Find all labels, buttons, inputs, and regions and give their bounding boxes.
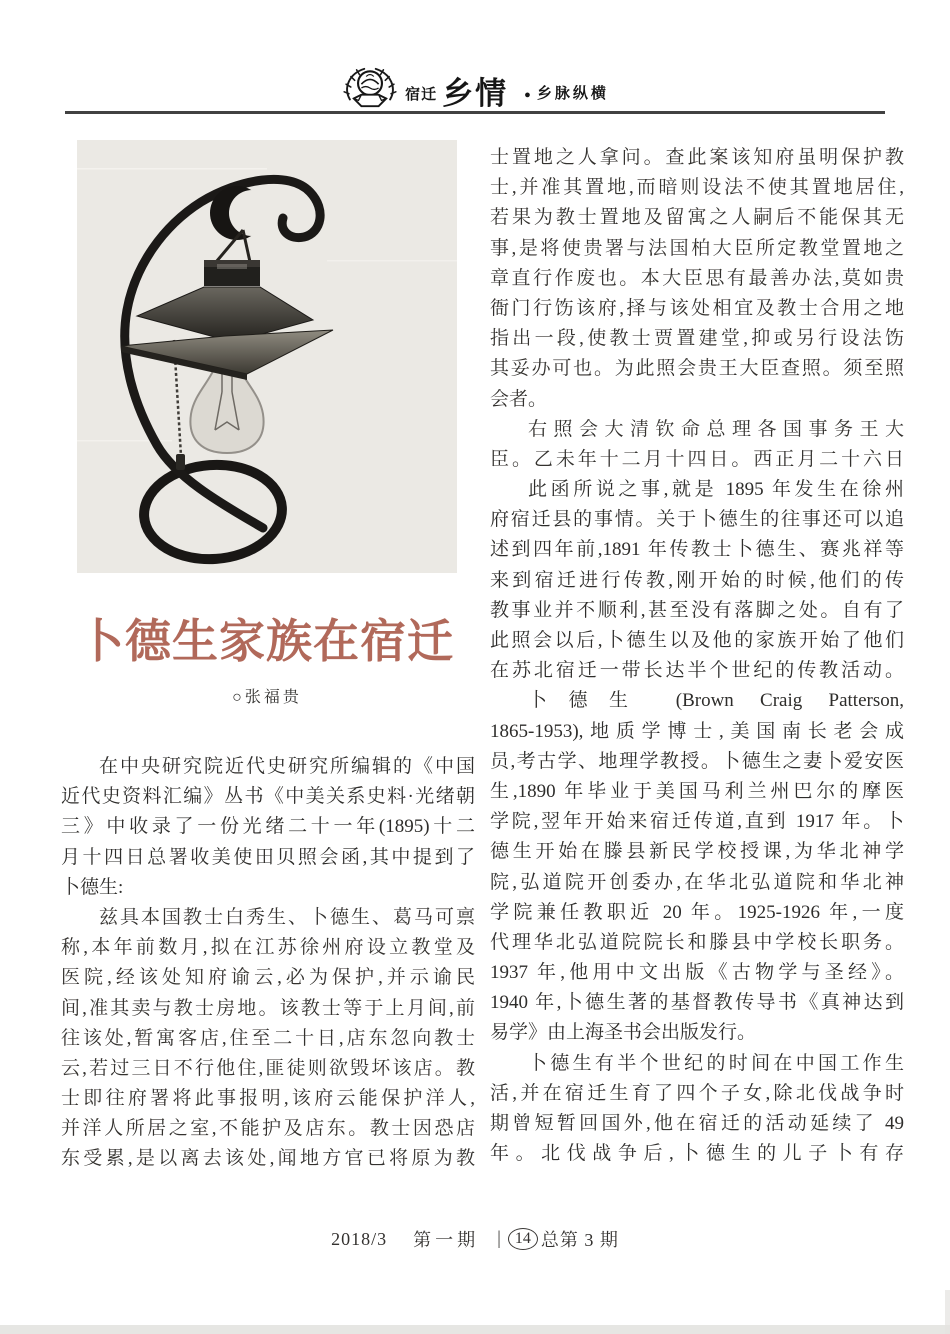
text-line: 员,考古学、地理学教授。卜德生之妻卜爱安医 — [490, 750, 904, 772]
quote-line: 云,若过三日不行他住,匪徒则欲毁坏该店。教 — [61, 1057, 475, 1079]
text-line: 近代史资料汇编》丛书《中美关系史料·光绪朝 — [61, 786, 475, 808]
suqian-emblem-icon — [341, 66, 399, 110]
right-column — [490, 143, 904, 1169]
quote-line: 间,准其卖与教士房地。该教士等于上月间,前 — [61, 997, 475, 1019]
footer-issue-date: 2018/3 — [331, 1228, 388, 1249]
text-line: 述到四年前,1891 年传教士卜德生、赛兆祥等 — [490, 539, 904, 561]
page-number-badge: 14 — [508, 1228, 538, 1250]
text-line: 年。北伐战争后,卜德生的儿子卜有存 — [490, 1143, 904, 1165]
text-line: 易学》由上海圣书会出版发行。 — [490, 1022, 757, 1044]
quote-line: 臣。乙未年十二月十四日。西正月二十六日 — [490, 448, 904, 470]
quote-line: 士置地之人拿问。查此案该知府虽明保护教 — [490, 147, 904, 168]
quote-line: 往该处,暂寓客店,住至二十日,店东忽向教士 — [61, 1027, 475, 1049]
text-line: 卜德生 (Brown Craig Patterson, — [528, 690, 904, 712]
text-line: 学院兼任教职近 20 年。1925-1926 年,一度 — [490, 901, 904, 923]
text-line: 教事业并不顺利,甚至没有落脚之处。自有了 — [490, 599, 904, 621]
text-line: 代理华北弘道院院长和滕县中学校长职务。 — [490, 931, 904, 953]
page-footer — [0, 1224, 950, 1254]
page-header — [0, 66, 950, 110]
text-line: 学院,翌年开始来宿迁传道,直到 1917 年。卜 — [490, 811, 904, 833]
brand-name: 乡情 — [442, 76, 509, 111]
text-line: 此照会以后,卜德生以及他的家族开始了他们 — [490, 630, 904, 651]
text-line: 卜德生: — [61, 876, 124, 898]
quote-line: 称,本年前数月,拟在江苏徐州府设立教堂及 — [61, 937, 475, 959]
quote-line: 其妥办可也。为此照会贵王大臣查照。须至照 — [490, 358, 904, 380]
brand-prefix: 宿迁 — [405, 86, 438, 103]
scan-edge-right — [945, 1290, 950, 1334]
bullet-icon: ● — [524, 89, 531, 101]
quote-line: 右照会大清钦命总理各国事务王大 — [528, 418, 904, 440]
quote-line: 士,并准其置地,而暗则设法不使其置地居住, — [490, 177, 904, 199]
lamp-illustration — [77, 140, 457, 573]
text-line: 三》中收录了一份光绪二十一年(1895)十二 — [61, 816, 475, 838]
text-line: 卜德生有半个世纪的时间在中国工作生 — [528, 1052, 904, 1074]
text-line: 德生开始在滕县新民学校授课,为华北神学 — [490, 841, 904, 863]
quote-line: 士即往府署将此事报明,该府云能保护洋人, — [61, 1088, 475, 1110]
text-line: 院,弘道院开创委办,在华北弘道院和华北神 — [490, 871, 904, 893]
footer-volume-label: 总第 3 期 — [540, 1230, 619, 1250]
section-name: 乡脉纵横 — [536, 85, 609, 102]
article-title: 卜德生家族在宿迁 — [78, 615, 454, 667]
scan-edge-bottom — [0, 1325, 950, 1334]
text-line: 在中央研究院近代史研究所编辑的《中国 — [99, 756, 475, 777]
quote-line: 指出一段,使教士贾置建堂,抑或另行设法饬 — [490, 328, 904, 350]
lamp-photograph — [77, 140, 457, 573]
text-line: 月十四日总署收美使田贝照会函,其中提到了 — [61, 846, 475, 868]
text-line: 活,并在宿迁生育了四个子女,除北伐战争时 — [490, 1082, 904, 1104]
text-line: 在苏北宿迁一带长达半个世纪的传教活动。 — [490, 660, 904, 682]
text-line: 府宿迁县的事情。关于卜德生的往事还可以追 — [490, 509, 904, 531]
text-line: 此函所说之事,就是 1895 年发生在徐州 — [528, 479, 904, 501]
text-line: 来到宿迁进行传教,刚开始的时候,他们的传 — [490, 569, 904, 591]
quote-line: 会者。 — [490, 388, 548, 410]
text-line: 1937 年,他用中文出版《古物学与圣经》。 — [490, 962, 904, 984]
text-line: 1940 年,卜德生著的基督教传导书《真神达到 — [490, 992, 904, 1014]
quote-line: 医院,经该处知府谕云,必为保护,并示谕民 — [61, 967, 475, 989]
footer-issue-label: 第一期 — [413, 1230, 480, 1250]
quote-line: 兹具本国教士白秀生、卜德生、葛马可禀 — [99, 906, 475, 928]
text-line: 1865-1953),地质学博士,美国南长老会成 — [490, 720, 904, 742]
text-line: 期曾短暂回国外,他在宿迁的活动延续了 49 — [490, 1113, 904, 1134]
quote-line: 衙门行饬该府,择与该处相宜及教士合用之地 — [490, 297, 904, 319]
article-author: ○张福贵 — [232, 689, 302, 706]
quote-line: 事,是将使贵署与法国柏大臣所定教堂置地之 — [490, 237, 904, 259]
header-rule — [65, 111, 885, 114]
quote-line: 并洋人所居之室,不能护及店东。教士因恐店 — [61, 1118, 475, 1140]
left-column — [61, 752, 475, 1175]
text-line: 生,1890 年毕业于美国马利兰州巴尔的摩医 — [490, 780, 904, 802]
footer-separator: | — [497, 1228, 502, 1249]
quote-line: 章直行作废也。本大臣思有最善办法,莫如贵 — [490, 267, 904, 289]
quote-line: 东受累,是以离去该处,闻地方官已将原为教 — [61, 1148, 475, 1170]
quote-line: 若果为教士置地及留寓之人嗣后不能保其无 — [490, 207, 904, 229]
